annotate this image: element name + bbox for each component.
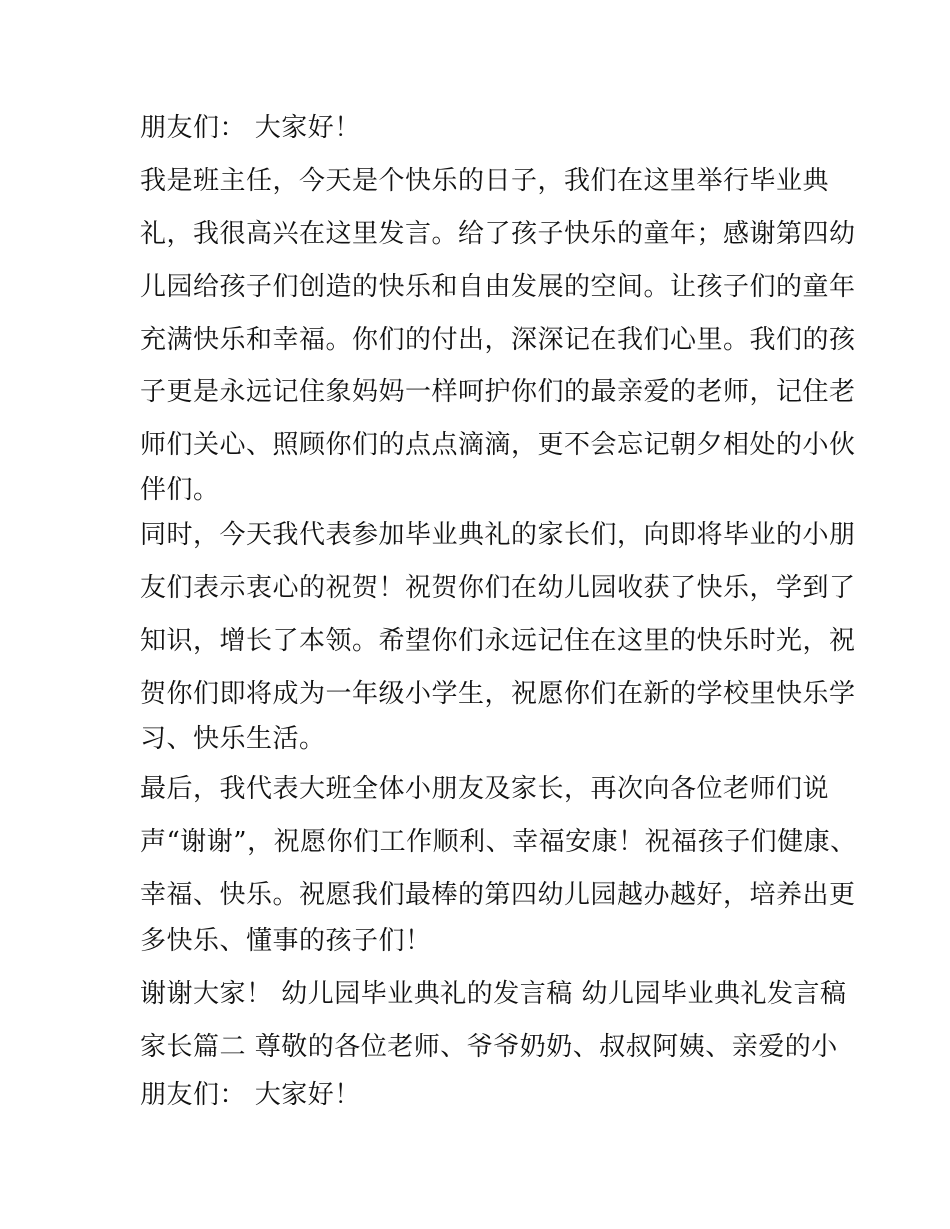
text-line: 充满快乐和幸福。你们的付出，深深记在我们心里。我们的孩 [140, 325, 856, 355]
text-line: 友们表示衷心的祝贺！祝贺你们在幼儿园收获了快乐，学到了 [140, 573, 856, 603]
text-line: 多快乐、懂事的孩子们！ [140, 926, 432, 956]
text-line: 知识，增长了本领。希望你们永远记住在这里的快乐时光，祝 [140, 626, 856, 656]
text-line: 家长篇二 尊敬的各位老师、爷爷奶奶、叔叔阿姨、亲爱的小 [140, 1032, 838, 1062]
text-line: 子更是永远记住象妈妈一样呵护你们的最亲爱的老师，记住老 [140, 377, 856, 407]
text-line: 最后，我代表大班全体小朋友及家长，再次向各位老师们说 [140, 774, 830, 804]
text-line: 贺你们即将成为一年级小学生，祝愿你们在新的学校里快乐学 [140, 679, 856, 709]
text-line: 谢谢大家！ 幼儿园毕业典礼的发言稿 幼儿园毕业典礼发言稿 [140, 979, 847, 1009]
text-line: 伴们。 [140, 475, 220, 505]
text-line: 礼，我很高兴在这里发言。给了孩子快乐的童年；感谢第四幼 [140, 219, 856, 249]
text-line: 师们关心、照顾你们的点点滴滴，更不会忘记朝夕相处的小伙 [140, 430, 856, 460]
text-line: 习、快乐生活。 [140, 724, 326, 754]
text-line: 我是班主任，今天是个快乐的日子，我们在这里举行毕业典 [140, 166, 830, 196]
text-line: 幸福、快乐。祝愿我们最棒的第四幼儿园越办越好，培养出更 [140, 880, 856, 910]
text-line: 声“谢谢”，祝愿你们工作顺利、幸福安康！祝福孩子们健康、 [140, 827, 857, 857]
text-line: 同时，今天我代表参加毕业典礼的家长们，向即将毕业的小朋 [140, 520, 856, 550]
text-line: 儿园给孩子们创造的快乐和自由发展的空间。让孩子们的童年 [140, 272, 856, 302]
text-line: 朋友们： 大家好！ [140, 1080, 361, 1110]
text-line: 朋友们： 大家好！ [140, 113, 361, 143]
